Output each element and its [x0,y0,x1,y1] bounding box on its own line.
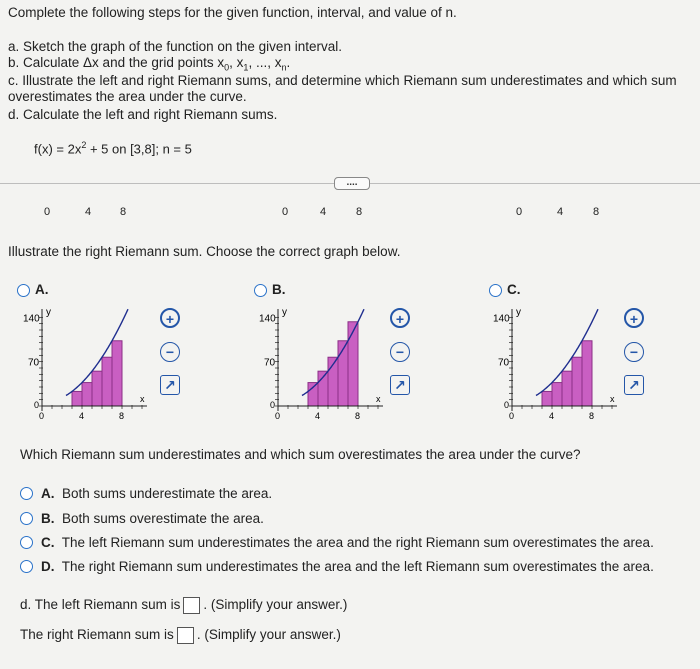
popout-icon[interactable]: ↗ [390,375,410,395]
right-sum-input[interactable] [177,627,194,644]
popout-icon[interactable]: ↗ [624,375,644,395]
popout-icon[interactable]: ↗ [160,375,180,395]
partial-axis-tick: 0 [516,206,523,218]
step-d-text: d. Calculate the left and right Riemann sums. [8,107,278,122]
riemann-rect [308,383,318,406]
riemann-rect [72,391,82,406]
q2-option-d-radio[interactable] [20,560,33,573]
right-sum-row: The right Riemann sum is . (Simplify your answer.) [20,627,341,642]
step-c-line1: c. Illustrate the left and right Riemann sums, and determine which Riemann sum underestimates and which sum [8,73,677,88]
q2-option-c[interactable]: C. The left Riemann sum underestimates the area and the right Riemann sum overestimates the area. [41,535,654,550]
riemann-rect [348,322,358,406]
y-tick-label: 70 [264,357,276,369]
zoom-in-icon[interactable]: + [160,308,180,328]
y-tick-label: 70 [498,357,510,369]
option-c-radio[interactable] [489,284,502,297]
q2-option-a[interactable]: A. Both sums underestimate the area. [41,486,273,501]
y-tick-label: 140 [259,313,276,325]
y-axis-label: y [282,307,287,318]
function-definition: $f(x) = 2x^2 + 5$ on [3,8]; n = 5 [34,140,192,157]
y-tick-label: 70 [28,357,40,369]
intro-text: Complete the following steps for the given function, interval, and value of n. [8,5,457,20]
x-axis-label: x [376,394,381,404]
x-tick-label: 0 [275,411,281,421]
x-tick-label: 8 [355,411,361,421]
option-b-radio[interactable] [254,284,267,297]
q2-option-c-radio[interactable] [20,536,33,549]
option-a-radio[interactable] [17,284,30,297]
riemann-rect [82,383,92,406]
option-b-graph [258,306,393,426]
question1-prompt: Illustrate the right Riemann sum. Choose the correct graph below. [8,244,401,259]
left-sum-row: d. The left Riemann sum is . (Simplify your answer.) [20,597,348,612]
partial-axis-tick: 0 [44,206,51,218]
riemann-rect [552,383,562,406]
option-a-letter: A. [35,282,49,297]
left-sum-input[interactable] [183,597,200,614]
q2-option-a-radio[interactable] [20,487,33,500]
option-a-graph [22,306,157,426]
riemann-rect [102,357,112,406]
riemann-rect [542,391,552,406]
zoom-out-icon[interactable]: − [390,342,410,362]
partial-axis-tick: 8 [593,206,600,218]
x-axis-label: x [610,394,615,404]
q2-option-b[interactable]: B. Both sums overestimate the area. [41,511,264,526]
partial-axis-tick: 0 [282,206,289,218]
step-c-line2: overestimates the area under the curve. [8,89,247,104]
riemann-rect [572,357,582,406]
partial-axis-tick: 8 [120,206,127,218]
x-tick-label: 0 [509,411,515,421]
riemann-rect [562,371,572,406]
q2-option-d[interactable]: D. The right Riemann sum underestimates the area and the left Riemann sum overestimates the area. [41,559,654,574]
x-tick-label: 4 [79,411,85,421]
y-tick-label: 0 [504,400,510,410]
riemann-rect [582,341,592,406]
zoom-in-icon[interactable]: + [624,308,644,328]
y-tick-label: 0 [34,400,40,410]
q2-option-b-radio[interactable] [20,512,33,525]
partial-axis-tick: 8 [356,206,363,218]
y-tick-label: 140 [493,313,510,325]
riemann-rect [92,371,102,406]
partial-axis-tick: 4 [557,206,564,218]
x-tick-label: 0 [39,411,45,421]
x-axis-label: x [140,394,145,404]
riemann-rect [112,341,122,406]
question2-prompt: Which Riemann sum underestimates and which sum overestimates the area under the curve? [20,447,581,462]
x-tick-label: 4 [315,411,321,421]
x-tick-label: 8 [119,411,125,421]
y-axis-label: y [46,307,51,318]
x-tick-label: 8 [589,411,595,421]
x-tick-label: 4 [549,411,555,421]
y-axis-label: y [516,307,521,318]
y-tick-label: 0 [270,400,276,410]
zoom-out-icon[interactable]: − [624,342,644,362]
y-tick-label: 140 [23,313,40,325]
option-b-letter: B. [272,282,286,297]
step-a-text: a. Sketch the graph of the function on the given interval. [8,39,342,54]
zoom-out-icon[interactable]: − [160,342,180,362]
step-b-text: b. Calculate Δx and the grid points $x_0$, $x_1$, ..., $x_n$. [8,55,291,73]
option-c-letter: C. [507,282,521,297]
partial-axis-tick: 4 [85,206,92,218]
option-c-graph [492,306,627,426]
zoom-in-icon[interactable]: + [390,308,410,328]
expand-more-button[interactable]: .... [334,177,370,190]
partial-axis-tick: 4 [320,206,327,218]
